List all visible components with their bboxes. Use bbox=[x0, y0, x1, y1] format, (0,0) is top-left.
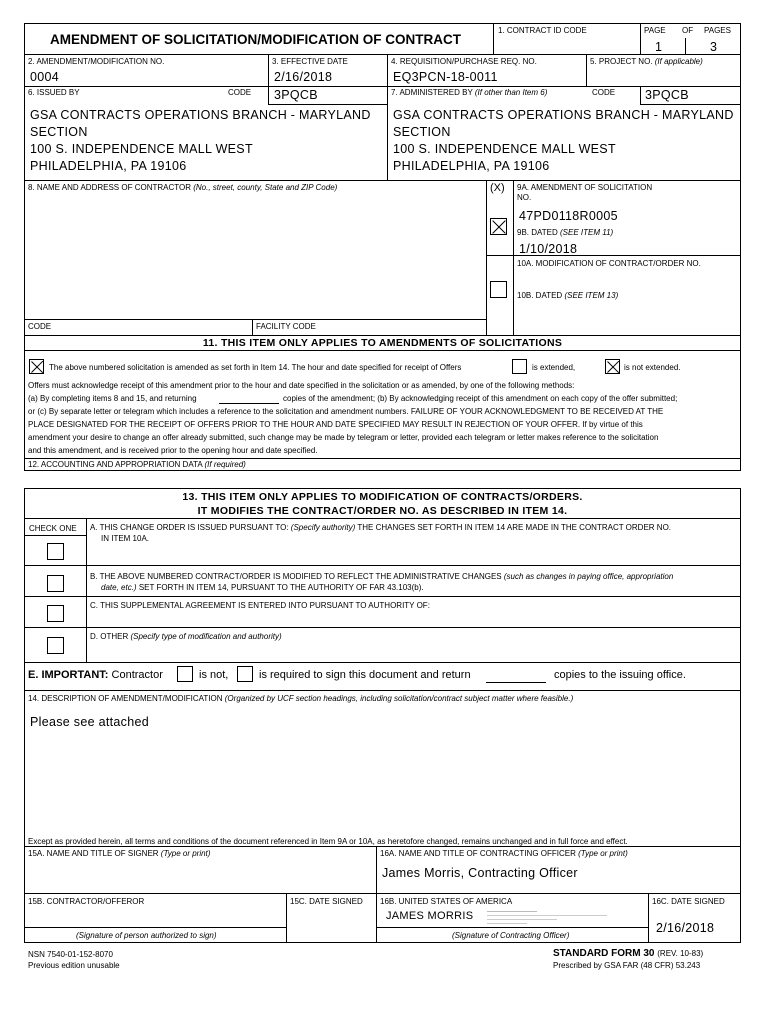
divider bbox=[268, 54, 269, 104]
item-11-paragraph: (a) By completing items 8 and 15, and returning bbox=[28, 394, 197, 403]
item-11-paragraph: or (c) By separate letter or telegram which includes a reference to the solicitation and amendment numbers. FAILURE OF YOUR ACKNOWLEDGMENT TO BE RECEIVED AT THE bbox=[28, 407, 664, 416]
issued-address-3: 100 S. INDEPENDENCE MALL WEST bbox=[30, 142, 253, 156]
check-one-label: CHECK ONE bbox=[29, 524, 77, 533]
signature-name: JAMES MORRIS bbox=[386, 910, 474, 922]
divider bbox=[640, 23, 641, 54]
issued-code[interactable]: 3PQCB bbox=[274, 88, 318, 102]
divider bbox=[24, 319, 486, 320]
divider bbox=[24, 54, 741, 55]
is-not-checkbox[interactable] bbox=[177, 666, 193, 682]
issued-address-2: SECTION bbox=[30, 125, 88, 139]
issued-address-1: GSA CONTRACTS OPERATIONS BRANCH - MARYLAND bbox=[30, 108, 371, 122]
signature-line bbox=[376, 927, 648, 928]
administered-code[interactable]: 3PQCB bbox=[645, 88, 689, 102]
divider bbox=[24, 690, 741, 691]
is-not-label: is not, bbox=[199, 669, 229, 681]
modification-10a-label: 10A. MODIFICATION OF CONTRACT/ORDER NO. bbox=[517, 259, 701, 268]
usa-label: 16B. UNITED STATES OF AMERICA bbox=[380, 897, 513, 906]
copies-blank[interactable] bbox=[219, 403, 279, 404]
is-not-extended-label: is not extended. bbox=[624, 363, 681, 372]
divider bbox=[286, 893, 287, 943]
effective-date-value[interactable]: 2/16/2018 bbox=[274, 70, 333, 84]
option-b-text: B. THE ABOVE NUMBERED CONTRACT/ORDER IS MODIFIED TO REFLECT THE ADMINISTRATIVE CHANGES (such as changes in paying office, appropriation bbox=[90, 572, 674, 581]
dated-10b-label: 10B. DATED (SEE ITEM 13) bbox=[517, 291, 619, 300]
divider bbox=[376, 846, 377, 943]
administered-by-label: 7. ADMINISTERED BY (If other than Item 6) bbox=[391, 88, 548, 97]
divider bbox=[268, 104, 387, 105]
pages-label: PAGES bbox=[704, 26, 731, 35]
divider bbox=[513, 180, 514, 335]
code-label: CODE bbox=[228, 88, 252, 97]
option-c-checkbox[interactable] bbox=[47, 605, 64, 622]
administered-address-3: 100 S. INDEPENDENCE MALL WEST bbox=[393, 142, 616, 156]
option-a-text-2: IN ITEM 10A. bbox=[101, 534, 150, 543]
issued-address-4: PHILADELPHIA, PA 19106 bbox=[30, 159, 187, 173]
option-c-text: C. THIS SUPPLEMENTAL AGREEMENT IS ENTERED INTO PURSUANT TO AUTHORITY OF: bbox=[90, 601, 430, 610]
divider bbox=[24, 942, 741, 943]
x-label: (X) bbox=[490, 182, 505, 194]
administered-address-4: PHILADELPHIA, PA 19106 bbox=[393, 159, 550, 173]
requisition-value[interactable]: EQ3PCN-18-0011 bbox=[393, 70, 498, 84]
amendment-label: 2. AMENDMENT/MODIFICATION NO. bbox=[28, 57, 165, 66]
item-13-heading-1: 13. THIS ITEM ONLY APPLIES TO MODIFICATION OF CONTRACTS/ORDERS. bbox=[182, 491, 583, 503]
border-right bbox=[740, 662, 741, 943]
contractor-offeror-label: 15B. CONTRACTOR/OFFEROR bbox=[28, 897, 145, 906]
project-label: 5. PROJECT NO. (If applicable) bbox=[590, 57, 703, 66]
modification-checkbox[interactable] bbox=[490, 281, 507, 298]
is-extended-checkbox[interactable] bbox=[512, 359, 527, 374]
accounting-label: 12. ACCOUNTING AND APPROPRIATION DATA (If required) bbox=[28, 460, 246, 469]
divider bbox=[24, 458, 741, 459]
option-b-checkbox[interactable] bbox=[47, 575, 64, 592]
issued-by-label: 6. ISSUED BY bbox=[28, 88, 80, 97]
divider bbox=[24, 518, 741, 519]
divider bbox=[24, 565, 741, 566]
divider bbox=[86, 518, 87, 663]
item-11-line-1: The above numbered solicitation is amended as set forth in Item 14. The hour and date specified for receipt of Offers bbox=[49, 363, 462, 372]
option-d-checkbox[interactable] bbox=[47, 637, 64, 654]
is-extended-label: is extended, bbox=[532, 363, 576, 372]
item-11-paragraph: copies of the amendment; (b) By acknowledging receipt of this amendment on each copy of the offer submitted; bbox=[283, 394, 678, 403]
divider bbox=[648, 893, 649, 943]
signature-line bbox=[24, 927, 286, 928]
solicitation-number[interactable]: 47PD0118R0005 bbox=[519, 209, 618, 223]
border-left bbox=[24, 662, 25, 943]
pages-value: 3 bbox=[710, 40, 718, 54]
border-top bbox=[24, 23, 741, 24]
sig-person-caption: (Signature of person authorized to sign) bbox=[76, 931, 217, 940]
of-label: OF bbox=[682, 26, 694, 35]
contractor-label: 8. NAME AND ADDRESS OF CONTRACTOR (No., street, county, State and ZIP Code) bbox=[28, 183, 338, 192]
page-label: PAGE bbox=[644, 26, 666, 35]
officer-name[interactable]: James Morris, Contracting Officer bbox=[382, 866, 578, 880]
divider bbox=[24, 86, 741, 87]
important-line: E. IMPORTANT: Contractor bbox=[28, 669, 163, 681]
divider bbox=[24, 662, 741, 663]
divider bbox=[24, 180, 741, 181]
divider bbox=[24, 893, 741, 894]
divider bbox=[24, 350, 741, 351]
nsn-number: NSN 7540-01-152-8070 bbox=[28, 950, 113, 959]
code-label: CODE bbox=[28, 322, 52, 331]
administered-address-1: GSA CONTRACTS OPERATIONS BRANCH - MARYLAND bbox=[393, 108, 734, 122]
dated-9b-label: 9B. DATED (SEE ITEM 11) bbox=[517, 228, 614, 237]
item-11-paragraph: amendment your desire to change an offer already submitted, such change may be made by telegram or letter, provided each telegram or letter makes reference to the solicitation bbox=[28, 433, 659, 442]
amendment-solicitation-label: 9A. AMENDMENT OF SOLICITATION bbox=[517, 183, 653, 192]
item-14-description[interactable]: Please see attached bbox=[30, 715, 149, 729]
option-a-text: A. THIS CHANGE ORDER IS ISSUED PURSUANT TO: (Specify authority) THE CHANGES SET FORTH IN ITEM 14 ARE MADE IN THE CONTRACT ORDER NO. bbox=[90, 523, 672, 532]
date-signed-16c-label: 16C. DATE SIGNED bbox=[652, 897, 725, 906]
form-title: AMENDMENT OF SOLICITATION/MODIFICATION OF CONTRACT bbox=[50, 32, 461, 47]
is-required-label: is required to sign this document and return bbox=[259, 669, 471, 681]
date-16c-value[interactable]: 2/16/2018 bbox=[656, 921, 715, 935]
item-11-heading: 11. THIS ITEM ONLY APPLIES TO AMENDMENTS OF SOLICITATIONS bbox=[202, 337, 563, 349]
item-11-paragraph: Offers must acknowledge receipt of this amendment prior to the hour and date specified in the solicitation or as amended, by one of the following methods: bbox=[28, 381, 575, 390]
copies-blank[interactable] bbox=[486, 682, 546, 683]
divider bbox=[387, 54, 388, 180]
border-left bbox=[24, 23, 25, 470]
option-a-checkbox[interactable] bbox=[47, 543, 64, 560]
effective-date-label: 3. EFFECTIVE DATE bbox=[272, 57, 348, 66]
divider bbox=[685, 38, 686, 54]
divider bbox=[24, 535, 86, 536]
divider bbox=[24, 596, 741, 597]
prescribed-by: Prescribed by GSA FAR (48 CFR) 53.243 bbox=[553, 961, 701, 970]
administered-address-2: SECTION bbox=[393, 125, 451, 139]
item-13-heading-2: IT MODIFIES THE CONTRACT/ORDER NO. AS DESCRIBED IN ITEM 14. bbox=[197, 505, 568, 517]
dated-9b-value[interactable]: 1/10/2018 bbox=[519, 242, 578, 256]
signer-label: 15A. NAME AND TITLE OF SIGNER (Type or print) bbox=[28, 849, 211, 858]
page-value: 1 bbox=[655, 40, 663, 54]
option-d-text: D. OTHER (Specify type of modification and authority) bbox=[90, 632, 282, 641]
copies-label: copies to the issuing office. bbox=[554, 669, 686, 681]
item-11-paragraph: PLACE DESIGNATED FOR THE RECEIPT OF OFFERS PRIOR TO THE HOUR AND DATE SPECIFIED MAY RESULT IN REJECTION OF YOUR OFFER. If by virtue of this bbox=[28, 420, 643, 429]
solicitation-amended-checkbox[interactable] bbox=[29, 359, 44, 374]
border-right bbox=[740, 23, 741, 470]
divider bbox=[586, 54, 587, 86]
sig-officer-caption: (Signature of Contracting Officer) bbox=[452, 931, 570, 940]
facility-code-label: FACILITY CODE bbox=[256, 322, 316, 331]
divider bbox=[252, 319, 253, 335]
item-11-paragraph: and this amendment, and is received prior to the opening hour and date specified. bbox=[28, 446, 318, 455]
except-text: Except as provided herein, all terms and conditions of the document referenced in Item 9A or 10A, as heretofore changed, remains unchanged and in full force and effect. bbox=[28, 837, 628, 846]
amendment-solicitation-label-no: NO. bbox=[517, 193, 532, 202]
option-b-text-2: date, etc.) SET FORTH IN ITEM 14, PURSUANT TO THE AUTHORITY OF FAR 43.103(b). bbox=[101, 583, 424, 592]
amendment-checkbox[interactable] bbox=[490, 218, 507, 235]
requisition-label: 4. REQUISITION/PURCHASE REQ. NO. bbox=[391, 57, 537, 66]
date-signed-15c-label: 15C. DATE SIGNED bbox=[290, 897, 363, 906]
officer-label: 16A. NAME AND TITLE OF CONTRACTING OFFICER (Type or print) bbox=[380, 849, 628, 858]
item-14-label: 14. DESCRIPTION OF AMENDMENT/MODIFICATION (Organized by UCF section headings, including solicitation/contract subject matter where feasible.) bbox=[28, 694, 574, 703]
divider bbox=[24, 335, 741, 336]
amendment-value[interactable]: 0004 bbox=[30, 70, 60, 84]
divider bbox=[493, 23, 494, 54]
code-label: CODE bbox=[592, 88, 616, 97]
divider bbox=[24, 627, 741, 628]
previous-edition: Previous edition unusable bbox=[28, 961, 120, 970]
divider bbox=[24, 470, 741, 471]
divider bbox=[640, 86, 641, 104]
divider bbox=[486, 180, 487, 335]
standard-form: STANDARD FORM 30 (REV. 10-83) bbox=[553, 948, 704, 959]
digital-signature-stamp bbox=[487, 909, 612, 925]
is-required-checkbox[interactable] bbox=[237, 666, 253, 682]
divider bbox=[24, 488, 741, 489]
is-not-extended-checkbox[interactable] bbox=[605, 359, 620, 374]
contract-id-label: 1. CONTRACT ID CODE bbox=[498, 26, 587, 35]
divider bbox=[640, 104, 741, 105]
